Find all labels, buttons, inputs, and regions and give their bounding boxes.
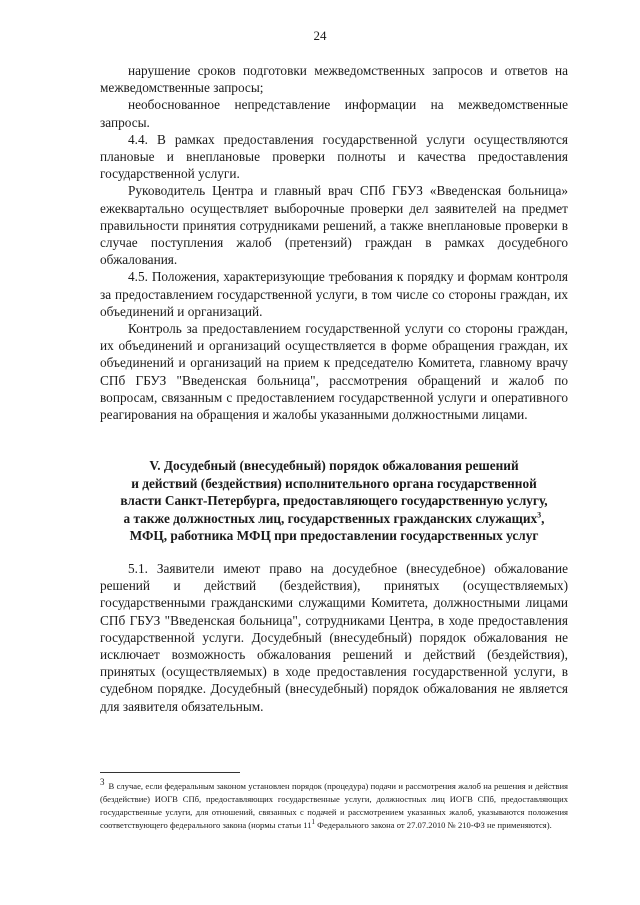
section-heading-line-5: МФЦ, работника МФЦ при предоставлении государственных услуг [129,528,539,544]
paragraph-2: необоснованное непредставление информации на межведомственные запросы. [100,97,568,130]
section-paragraph-5-1: 5.1. Заявители имеют право на досудебное (внесудебное) обжалование решений и действий (бездействия), принятых (осуществляемых) государственными гражданскими служащими Комитета, должностными лицами СПб ГБУЗ "Введенская больница", сотрудниками Центра, в ходе предоставления государственной услуги. Досудебный (внесудебный) порядок обжалования не исключает возможность обжалования решений и действий (бездействия), принятых (осуществляемых) в ходе предоставления государственной услуги, в судебном порядке. Досудебный (внесудебный) порядок обжалования не является для заявителя обязательным. [100,561,568,714]
footnote-mark: 3 [100,777,105,788]
footnote-text-part-2: Федерального закона от 27.07.2010 № 210-ФЗ не применяются). [315,820,552,830]
section-heading-line-4-text: а также должностных лиц, государственных гражданских служащих [123,510,538,526]
section-heading-line-4 [100,510,568,528]
section-heading-line-4-end: , [541,510,545,526]
section-heading [100,457,568,545]
paragraph-4: Руководитель Центра и главный врач СПб ГБУЗ «Введенская больница» ежеквартально осуществляет выборочные проверки дел заявителей на предмет правильности принятия сотрудниками решений, а также внеплановые проверки в случае поступления жалоб (претензий) граждан в рамках досудебного обжалования. [100,183,568,268]
paragraph-5: 4.5. Положения, характеризующие требования к порядку и формам контроля за предоставлением государственной услуги, в том числе со стороны граждан, их объединений и организаций. [100,269,568,319]
section-heading-line-3: власти Санкт-Петербурга, предоставляющего государственную услугу, [120,493,548,509]
body-text [100,62,568,423]
footnote [100,777,568,832]
paragraph-6: Контроль за предоставлением государственной услуги со стороны граждан, их объединений и организаций осуществляется в форме обращения граждан, их объединений и организаций на прием к председателю Комитета, главному врачу СПб ГБУЗ "Введенская больница", рассмотрения обращений и жалоб по вопросам, связанным с предоставлением государственной услуги и оперативного реагирования на обращения и жалобы указанными должностными лицами. [100,321,568,423]
paragraph-1: нарушение сроков подготовки межведомственных запросов и ответов на межведомственные запросы; [100,63,568,96]
footnote-article-superscript: 1 [311,818,316,827]
section-body [100,560,568,715]
paragraph-3: 4.4. В рамках предоставления государственной услуги осуществляются плановые и внеплановые проверки полноты и качества предоставления государственной услуги. [100,131,568,182]
footnote-text-part-1: В случае, если федеральным законом установлен порядок (процедура) подачи и рассмотрения жалоб на решения и действия (бездействие) ИОГВ СПб, предоставляющих государственные услуги, должностных лиц ИОГВ СПб, предоставляющих государственные услуги, для отношений, связанных с подачей и рассмотрением указанных жалоб, указываются положения соответствующего федерального закона (нормы статьи 11 [100,781,568,830]
section-heading-line-2: и действий (бездействия) исполнительного органа государственной [131,475,537,491]
footnote-divider [100,772,240,773]
footnote-reference: 3 [537,510,542,520]
page-number: 24 [313,28,327,43]
section-heading-line-1: V. Досудебный (внесудебный) порядок обжалования решений [149,458,519,473]
